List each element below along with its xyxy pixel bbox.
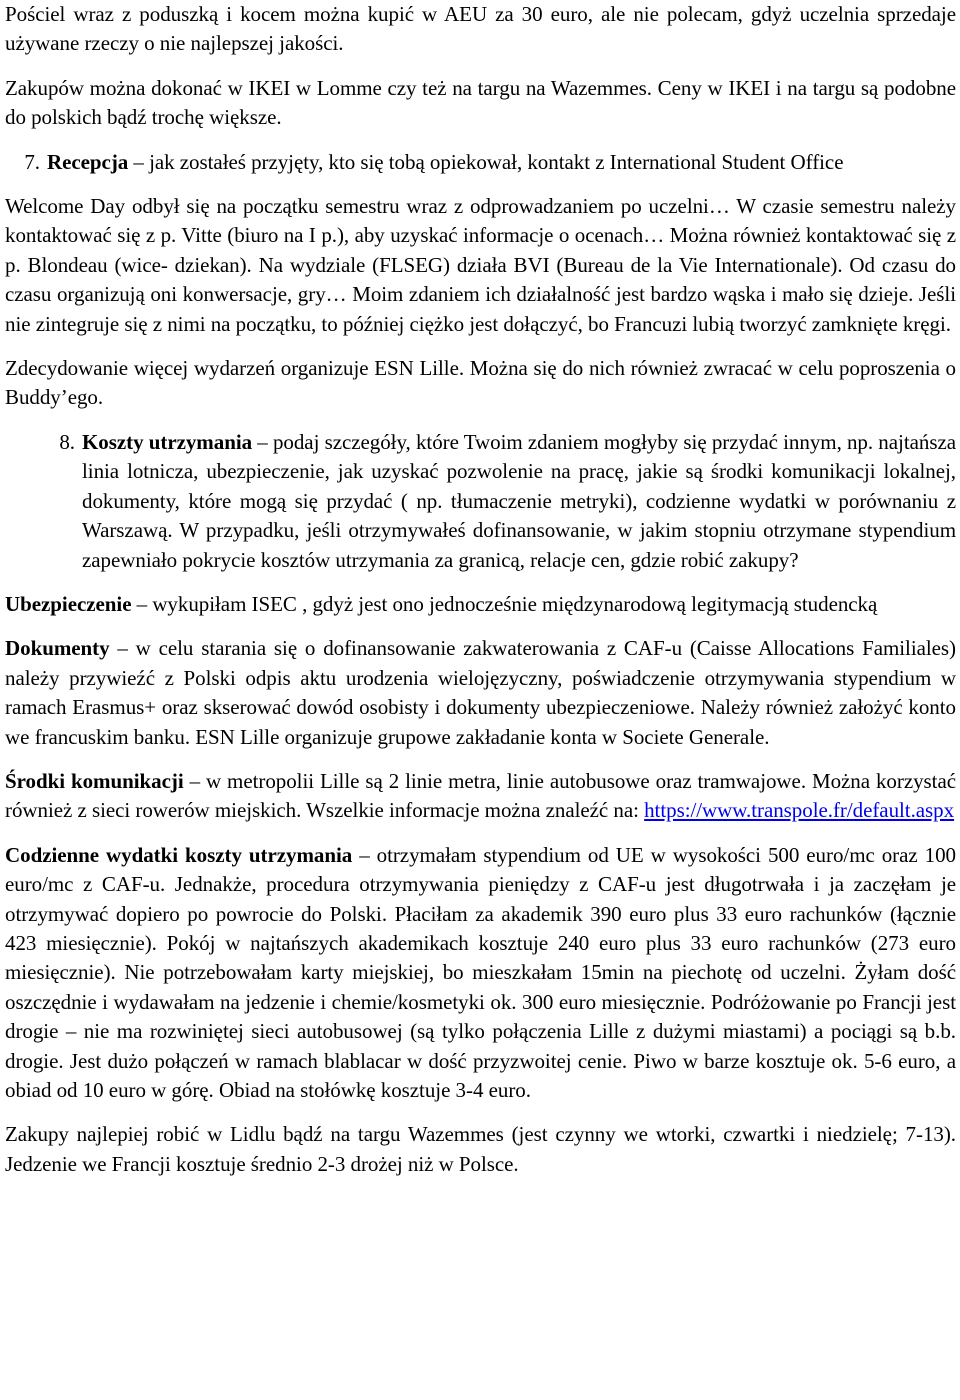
- transport-title: Środki komunikacji: [5, 768, 184, 793]
- paragraph-insurance: [5, 590, 956, 619]
- insurance-text: – wykupiłam ISEC , gdyż jest ono jednocześnie międzynarodową legitymacją studencką: [131, 591, 878, 616]
- section-8-number: 8.: [59, 429, 75, 454]
- section-7-body: [47, 148, 956, 177]
- section-8-body: [82, 428, 956, 575]
- paragraph-daily-expenses: [5, 841, 956, 1106]
- section-8-costs: [5, 428, 956, 575]
- section-7-reception: [5, 148, 956, 177]
- section-7-text: – jak zostałeś przyjęty, kto się tobą opiekował, kontakt z International Student Office: [128, 149, 844, 174]
- transport-text: – w metropolii Lille są 2 linie metra, linie autobusowe oraz tramwajowe. Można korzystać również z sieci rowerów miejskich. Wszelkie informacje można znaleźć na:: [5, 768, 956, 823]
- paragraph-groceries: Zakupy najlepiej robić w Lidlu bądź na targu Wazemmes (jest czynny we wtorki, czwartki i niedzielę; 7-13). Jedzenie we Francji kosztuje średnio 2-3 drożej niż w Polsce.: [5, 1122, 956, 1176]
- section-8-text: – podaj szczegóły, które Twoim zdaniem mogłyby się przydać innym, np. najtańsza linia lotnicza, ubezpieczenie, jak uzyskać pozwolenie na pracę, jakie są środki komunikacji lokalnej, dokumenty, które mogą się przydać ( np. tłumaczenie metryki), codzienne wydatki w porównaniu z Warszawą. W przypadku, jeśli otrzymywałeś dofinansowanie, w jakim stopniu otrzymane stypendium zapewniało pokrycie kosztów utrzymania za granicą, relacje cen, gdzie robić zakupy?: [82, 429, 956, 572]
- section-8-title: Koszty utrzymania: [82, 429, 253, 454]
- section-7-number: 7.: [24, 149, 40, 174]
- insurance-title: Ubezpieczenie: [5, 591, 132, 616]
- transpole-link[interactable]: https://www.transpole.fr/default.aspx: [644, 798, 955, 823]
- paragraph-transport: [5, 767, 956, 826]
- paragraph-documents: [5, 634, 956, 752]
- daily-text: – otrzymałam stypendium od UE w wysokości 500 euro/mc oraz 100 euro/mc z CAF-u. Jednakże, procedura otrzymywania pieniędzy z CAF-u jest długotrwała i ja zaczęłam je otrzymywać dopiero po powrocie do Polski. Płaciłam za akademik 390 euro plus 33 euro rachunków (łącznie 423 miesięcznie). Pokój w najtańszych akademikach kosztuje 240 euro plus 33 euro rachunków (273 euro miesięcznie). Nie potrzebowałam karty miejskiej, bo mieszkałam 15min na piechotę od uczelni. Żyłam dość oszczędnie i wydawałam na jedzenie i chemie/kosmetyki ok. 300 euro miesięcznie. Podróżowanie po Francji jest drogie – nie ma rozwiniętej sieci autobusowej (są tylko połączenia Lille z dużymi miastami) a pociągi są b.b. drogie. Jest dużo połączeń w ramach blablacar w dość przyzwoitej cenie. Piwo w barze kosztuje ok. 5-6 euro, a obiad od 10 euro w górę. Obiad na stołówkę kosztuje 3-4 euro.: [5, 842, 956, 1102]
- documents-title: Dokumenty: [5, 636, 110, 661]
- paragraph-welcome-day: Welcome Day odbył się na początku semestru wraz z odprowadzaniem po uczelni… W czasie semestru należy kontaktować się z p. Vitte (biuro na I p.), aby uzyskać informacje o ocenach… Można również kontaktować się z p. Blondeau (wice- dziekan). Na wydziale (FLSEG) działa BVI (Bureau de la Vie Internationale). Od czasu do czasu organizują oni konwersacje, gry… Moim zdaniem ich działalność jest bardzo wąska i mało się dzieje. Jeśli nie zintegruje się z nimi na początku, to później ciężko jest dołączyć, bo Francuzi lubią tworzyć zamknięte kręgi.: [5, 194, 956, 336]
- paragraph-shopping: Zakupów można dokonać w IKEI w Lomme czy też na targu na Wazemmes. Ceny w IKEI i na targu są podobne do polskich bądź trochę większe.: [5, 75, 956, 130]
- documents-text: – w celu starania się o dofinansowanie zakwaterowania z CAF-u (Caisse Allocations Familiales) należy przywieźć z Polski odpis aktu urodzenia wielojęzyczny, poświadczenie otrzymywania stypendium w ramach Erasmus+ oraz skserować dowód osobisty i dokumenty ubezpieczeniowe. Należy również założyć konto we francuskim banku. ESN Lille organizuje grupowe zakładanie konta w Societe Generale.: [5, 636, 956, 749]
- paragraph-bedding: Pościel wraz z poduszką i kocem można kupić w AEU za 30 euro, ale nie polecam, gdyż uczelnia sprzedaje używane rzeczy o nie najlepszej jakości.: [5, 2, 956, 56]
- daily-title: Codzienne wydatki koszty utrzymania: [5, 842, 353, 867]
- paragraph-esn: Zdecydowanie więcej wydarzeń organizuje ESN Lille. Można się do nich również zwracać w celu poproszenia o Buddy’ego.: [5, 356, 956, 410]
- section-7-title: Recepcja: [47, 149, 129, 174]
